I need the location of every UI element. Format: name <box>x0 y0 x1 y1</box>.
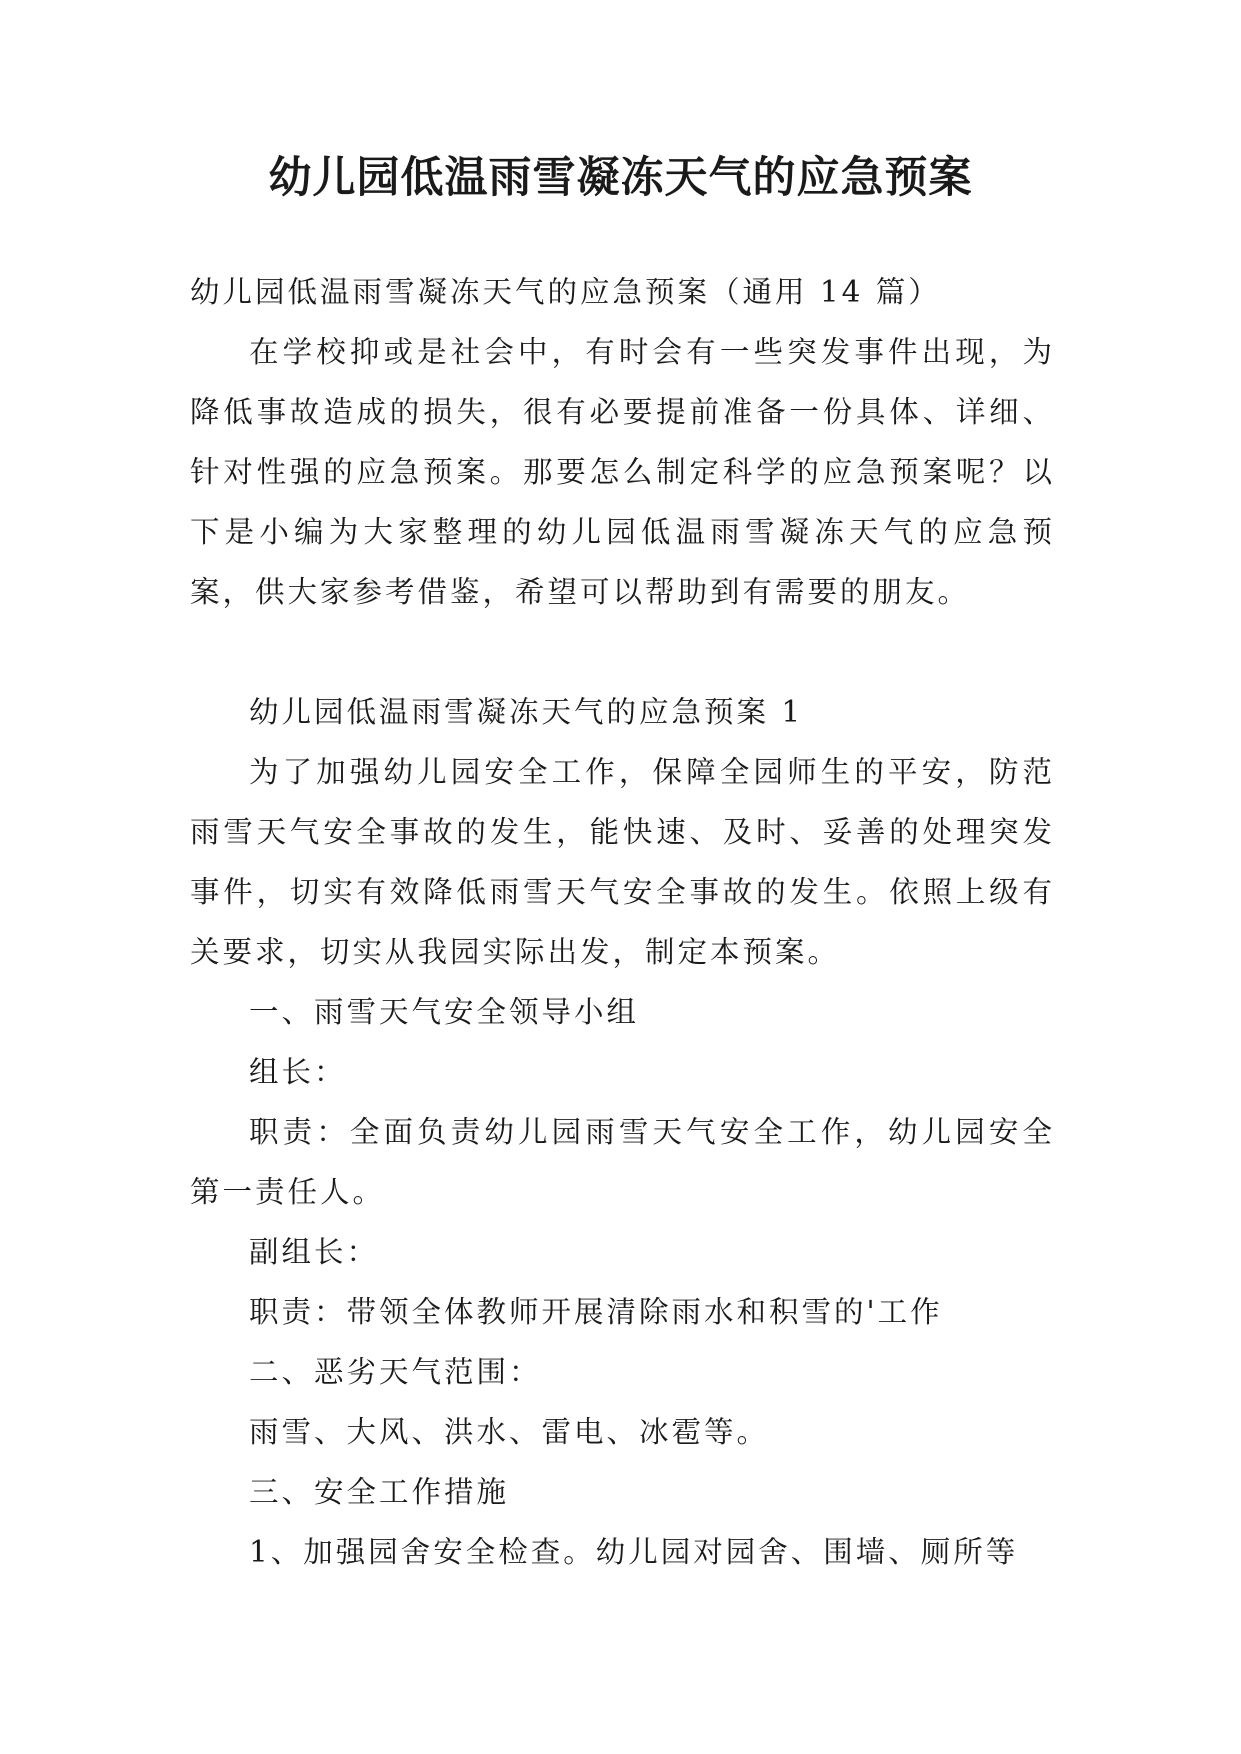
body-paragraph-purpose: 为了加强幼儿园安全工作，保障全园师生的平安，防范雨雪天气安全事故的发生，能快速、及时、妥善的处理突发事件，切实有效降低雨雪天气安全事故的发生。依照上级有关要求，切实从我园实际出发，制定本预案。 <box>190 755 1055 969</box>
document-title: 幼儿园低温雨雪凝冻天气的应急预案 <box>268 153 973 203</box>
weather-scope-list: 雨雪、大风、洪水、雷电、冰雹等。 <box>249 1415 770 1449</box>
leader-label: 组长： <box>249 1055 347 1089</box>
deputy-leader-label: 副组长： <box>249 1235 380 1269</box>
heading-safety-measures: 三、安全工作措施 <box>249 1475 510 1509</box>
deputy-leader-duty: 职责：带领全体教师开展清除雨水和积雪的'工作 <box>249 1295 943 1329</box>
document-subtitle: 幼儿园低温雨雪凝冻天气的应急预案（通用 14 篇） <box>190 275 941 309</box>
intro-paragraph: 在学校抑或是社会中，有时会有一些突发事件出现，为降低事故造成的损失，很有必要提前准备一份具体、详细、针对性强的应急预案。那要怎么制定科学的应急预案呢？以下是小编为大家整理的幼儿园低温雨雪凝冻天气的应急预案，供大家参考借鉴，希望可以帮助到有需要的朋友。 <box>190 335 1055 609</box>
paragraph-spacer <box>190 622 1055 682</box>
leader-duty: 职责：全面负责幼儿园雨雪天气安全工作，幼儿园安全第一责任人。 <box>190 1115 1055 1209</box>
heading-leadership-group: 一、雨雪天气安全领导小组 <box>249 995 640 1029</box>
safety-measure-item: 1、加强园舍安全检查。幼儿园对园舍、围墙、厕所等 <box>249 1535 1019 1569</box>
document-body <box>190 262 1055 1582</box>
section-heading: 幼儿园低温雨雪凝冻天气的应急预案 1 <box>249 695 804 729</box>
heading-weather-scope: 二、恶劣天气范围： <box>249 1355 542 1389</box>
